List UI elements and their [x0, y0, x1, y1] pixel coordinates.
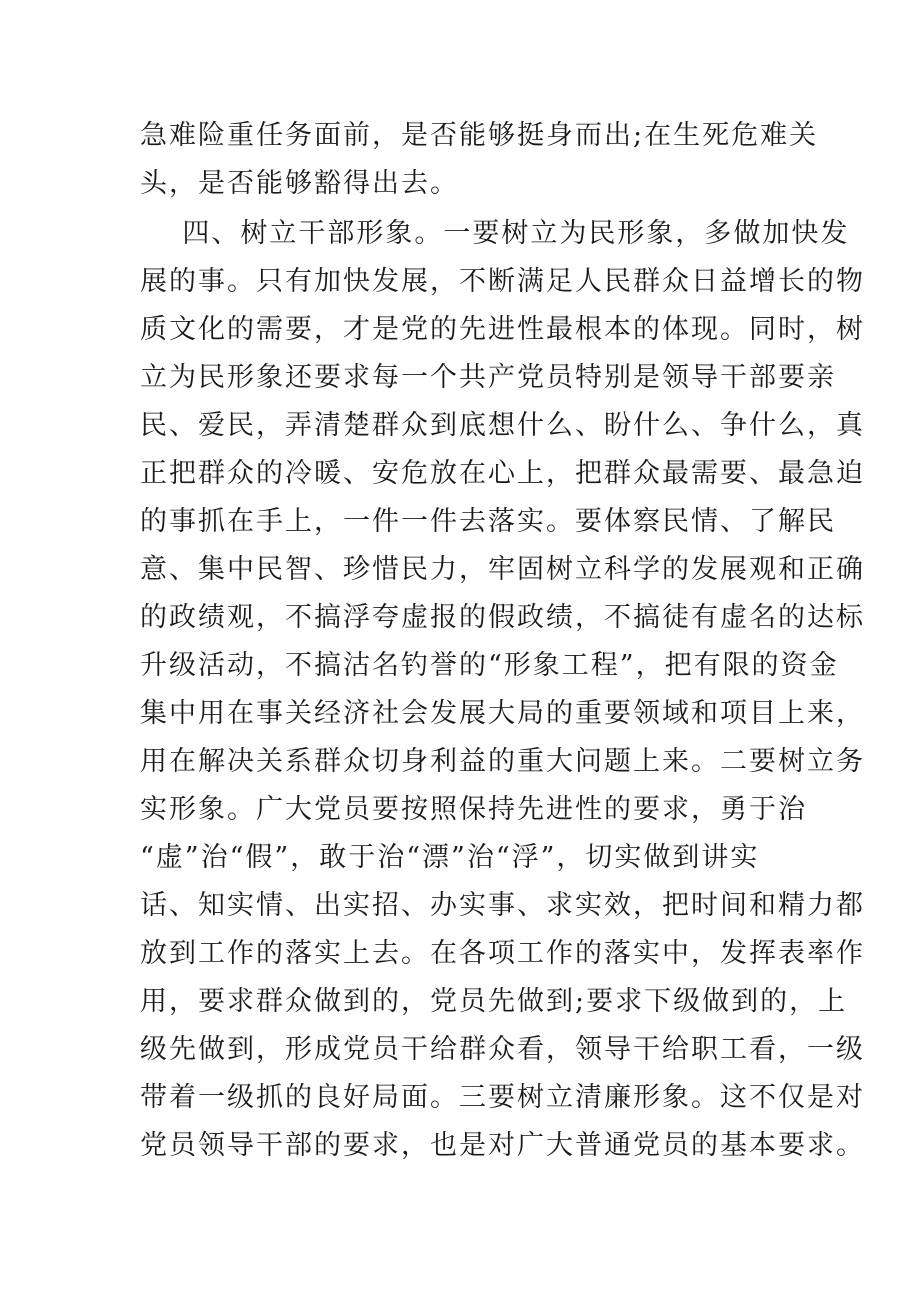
text-line: 质文化的需要，才是党的先进性最根本的体现。同时，树	[140, 314, 865, 345]
text-line: 放到工作的落实上去。在各项工作的落实中，发挥表率作	[140, 938, 865, 969]
text-line: 级先做到，形成党员干给群众看，领导干给职工看，一级	[140, 1034, 865, 1065]
text-line: 话、知实情、出实招、办实事、求实效，把时间和精力都	[140, 890, 865, 921]
text-line: 展的事。只有加快发展，不断满足人民群众日益增长的物	[140, 266, 865, 297]
text-line: 升级活动，不搞沽名钓誉的“形象工程”，把有限的资金	[140, 650, 839, 681]
text-line: 意、集中民智、珍惜民力，牢固树立科学的发展观和正确	[140, 554, 865, 585]
text-line: 头，是否能够豁得出去。	[140, 168, 459, 199]
text-line: 党员领导干部的要求，也是对广大普通党员的基本要求。	[140, 1130, 865, 1161]
text-line: 正把群众的冷暖、安危放在心上，把群众最需要、最急迫	[140, 458, 865, 489]
text-line: “虚”治“假”，敢于治“漂”治“浮”，切实做到讲实	[140, 842, 760, 873]
text-line: 用在解决关系群众切身利益的重大问题上来。二要树立务	[140, 746, 865, 777]
body-text	[140, 112, 865, 1170]
text-line: 急难险重任务面前，是否能够挺身而出;在生死危难关	[140, 120, 819, 151]
text-line: 民、爱民，弄清楚群众到底想什么、盼什么、争什么，真	[140, 410, 865, 441]
text-line: 立为民形象还要求每一个共产党员特别是领导干部要亲	[140, 362, 836, 393]
text-line: 带着一级抓的良好局面。三要树立清廉形象。这不仅是对	[140, 1082, 865, 1113]
text-line: 的事抓在手上，一件一件去落实。要体察民情、了解民	[140, 506, 836, 537]
text-line: 四、树立干部形象。一要树立为民形象，多做加快发	[140, 218, 850, 249]
text-line: 的政绩观，不搞浮夸虚报的假政绩，不搞徒有虚名的达标	[140, 602, 865, 633]
text-line: 集中用在事关经济社会发展大局的重要领域和项目上来，	[140, 698, 865, 729]
text-line: 实形象。广大党员要按照保持先进性的要求，勇于治	[140, 794, 807, 825]
text-line: 用，要求群众做到的，党员先做到;要求下级做到的，上	[140, 986, 848, 1017]
